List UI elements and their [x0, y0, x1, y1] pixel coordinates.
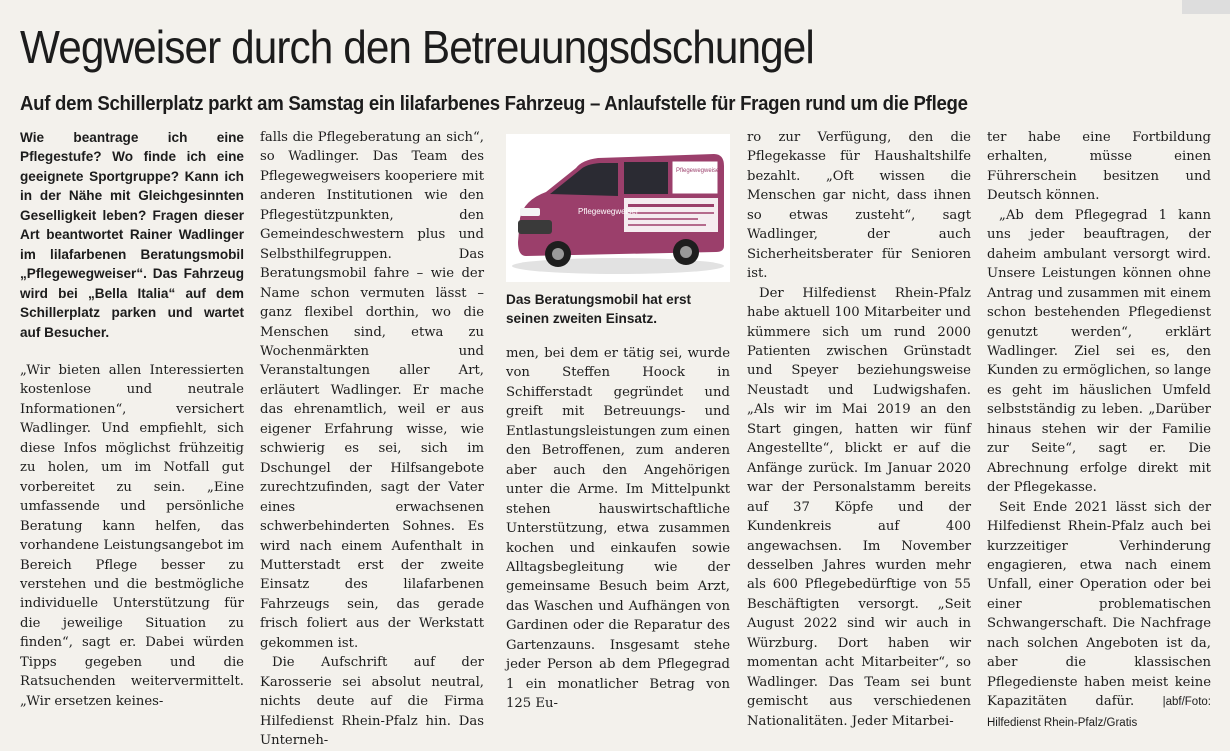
lead-paragraph: Wie beantrage ich eine Pflegestufe? Wo finde ich eine geeignete Sportgruppe? Kann ich in der Nähe mit Gleichgesinnten Geselligkeit leben? Fragen dieser Art beantwortet Rainer Wadlinger im lilafarbenen Beratungsmobil „Pflegewegweiser“. Das Fahrzeug wird bei „Bella Italia“ auf dem Schillerplatz parken und wartet auf Besucher. [20, 130, 244, 340]
subheadline: Auf dem Schillerplatz parkt am Samstag ein lilafarbenes Fahrzeug – Anlaufstelle für Fragen rund um die Pflege [20, 93, 968, 115]
column-1 [20, 128, 244, 711]
photo-caption: Das Beratungsmobil hat erst seinen zweiten Einsatz. [506, 292, 692, 326]
van-sign: Pflegewegweiser [578, 207, 639, 216]
paragraph-text: Seit Ende 2021 lässt sich der Hilfedienst Rhein-Pfalz auch bei kurzzeitiger Verhinderung engagieren, etwa nach einem Unfall, einer Operation oder bei einer problematischen Schwangerschaft. Die Nachfrage nach solchen Angeboten ist da, aber die klassischen Pflegedienste haben meist keine Kapazitäten dafür. [987, 499, 1211, 710]
paragraph: ter habe eine Fortbildung erhalten, müsse einen Führerschein besitzen und Deutsch können. [987, 130, 1211, 204]
photo-credit: |abf/Foto: Hilfedienst Rhein-Pfalz/Gratis [987, 696, 1211, 729]
paragraph: men, bei dem er tätig sei, wurde von Steffen Hoock in Schifferstadt gegründet und greift mit Betreuungs- und Entlastungsleistungen zum einen den Betroffenen, zum anderen aber auch den Angehörigen unter die Arme. Im Mittelpunkt stehen hauswirtschaftliche Unterstützung, etwa zusammen kochen und einkaufen sowie Alltagsbegleitung wie der gemeinsame Besuch beim Arzt, das Waschen und Aufhängen von Gardinen oder die Reparatur des Gartenzauns. Insgesamt stehe jeder Person ab dem Pflegegrad 1 ein monatlicher Betrag von 125 Eu- [506, 346, 730, 712]
paragraph: „Wir bieten allen Interessierten kostenlose und neutrale Informationen“, versichert Wadlinger. Und empfiehlt, sich diese Infos möglichst frühzeitig zu holen, um im Notfall gut vorbereitet zu sein. „Eine umfassende und persönliche Beratung kann helfen, das vorhandene Leistungsangebot im Bereich Pflege besser zu verstehen und die bestmögliche individuelle Unterstützung für die jeweilige Situation zu finden“, sagt er. Dabei würden Tipps gegeben und die Ratsuchenden weitervermittelt. „Wir ersetzen keines- [20, 362, 244, 709]
van-sign-small: Pflegewegweiser [676, 168, 722, 174]
paragraph: Der Hilfedienst Rhein-Pfalz habe aktuell 100 Mitarbeiter und kümmere sich um rund 2000 Patienten zwischen Grünstadt und Speyer beziehungsweise Neustadt und Ludwigshafen. „Als wir im Mai 2019 an den Start gingen, hatten wir fünf Angestellte“, blickt er auf die Anfänge zurück. Im Januar 2020 war der Personalstamm bereits auf 37 Köpfe und der Kundenkreis auf 400 angewachsen. Im November desselben Jahres wurden mehr als 600 Pflegebedürftige von 55 Beschäftigten versorgt. „Seit August 2022 sind wir auch in Würzburg. Dort haben wir momentan acht Mitarbeiter“, so Wadlinger. Das Team sei bunt gemischt aus verschiedenen Nationalitäten. Jeder Mitarbei- [747, 285, 971, 729]
paragraph: falls die Pflegeberatung an sich“, so Wadlinger. Das Team des Pflegewegweisers kooperiere mit anderen Institutionen wie den Pflegestützpunkten, den Gemeindeschwestern plus und Selbsthilfegruppen. Das Beratungsmobil fahre – wie der Name schon vermuten lässt – ganz flexibel dorthin, wo die Menschen sind, etwa zu Wochenmärkten und Veranstaltungen aller Art, erläutert Wadlinger. Er mache das ehrenamtlich, weil er aus eigener Erfahrung wisse, wie schwierig es sei, sich im Dschungel der Hilfsangebote zurechtzufinden, sagt der Vater eines erwachsenen schwerbehinderten Sohnes. Es wird nach einem Aufenthalt in Mutterstadt erst der zweite Einsatz des lilafarbenen Fahrzeugs sein, das gerade frisch foliert aus der Werkstatt gekommen ist. [260, 130, 484, 651]
paragraph: Die Aufschrift auf der Karosserie sei absolut neutral, nichts deute auf die Firma Hilfedienst Rhein-Pfalz hin. Das Unterneh- [260, 655, 484, 749]
headline: Wegweiser durch den Betreuungsdschungel [20, 21, 814, 73]
column-2 [260, 128, 484, 751]
van-illustration [506, 134, 730, 282]
paragraph: ro zur Verfügung, den die Pflegekasse für Haushaltshilfe bezahlt. „Oft wissen die Menschen gar nicht, dass ihnen so etwas zusteht“, sagt Wadlinger, der auch Sicherheitsberater für Senioren ist. [747, 130, 971, 282]
paragraph: „Ab dem Pflegegrad 1 kann uns jeder beauftragen, der daheim ambulant versorgt wird. Unsere Leistungen können ohne Antrag und zusammen mit einem schon bestehenden Pflegedienst genutzt werden“, erklärt Wadlinger. Ziel sei es, den Kunden zu ermöglichen, so lange es geht im häuslichen Umfeld selbstständig zu leben. „Darüber hinaus stehen wir der Familie zur Seite“, sagt er. Die Abrechnung erfolge direkt mit der Pflegekasse. [987, 207, 1211, 496]
van-photo [506, 134, 730, 282]
paragraph-last [987, 498, 1211, 733]
column-5 [987, 128, 1211, 733]
column-3 [506, 344, 730, 714]
corner-bar [1182, 0, 1230, 14]
column-4 [747, 128, 971, 731]
